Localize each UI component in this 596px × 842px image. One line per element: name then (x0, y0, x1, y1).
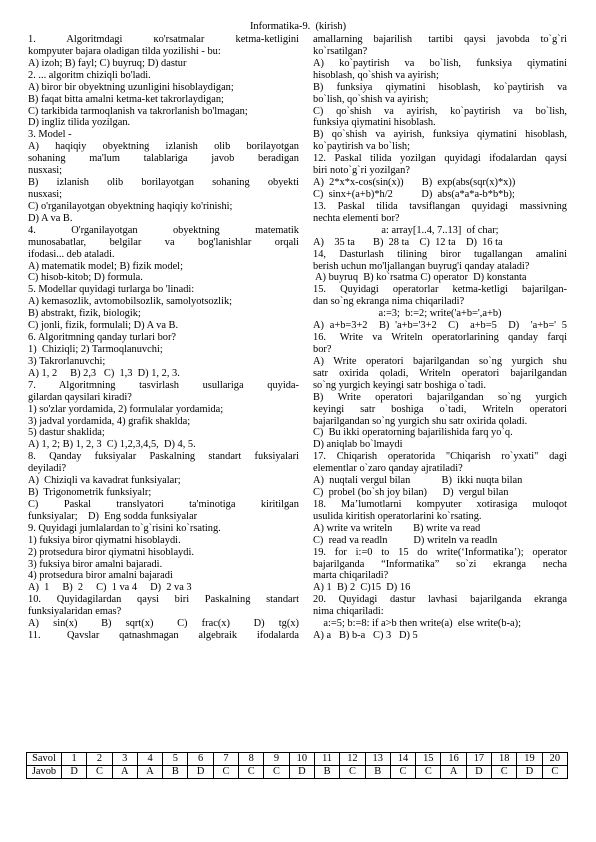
answer-cell: D (466, 766, 491, 779)
text-line: A) 1 B) 2 C)15 D) 16 (313, 582, 411, 594)
text-line: bo`lish, qo`shish va ayirish; (313, 93, 429, 105)
text-line: 7. Algoritmning tasvirlash usullariga quyida- (28, 379, 299, 391)
text-line: elementlar o`zaro qanday ajratiladi? (313, 463, 463, 475)
text-line: A) buyruq B) ko`rsatma C) operator D) konstanta (313, 272, 527, 284)
question-number-cell: 1 (62, 753, 87, 766)
text-line: 2) protsedura biror qiymatni hisoblaydi. (28, 546, 194, 558)
text-line: C) qo`shish va ayirish, ko`paytirish va bo`lish, (313, 105, 567, 117)
text-line: deyiladi? (28, 463, 67, 475)
text-line: a:=3; b:=2; write('a+b=',a+b) (378, 308, 502, 320)
row-label-javob: Javob (27, 766, 62, 779)
text-line: ifodasi... deb ataladi. (28, 248, 115, 260)
text-line: B) abstrakt, fizik, biologik; (28, 308, 141, 320)
text-line: A) 2*x*x-cos(sin(x)) B) exp(abs(sqr(x)*x)) (313, 177, 516, 189)
text-line: 11. Qavslar qatnashmagan algebraik ifodalarda (28, 630, 299, 642)
text-line: 14, Dasturlash tilining biror tugallangan amalini (313, 248, 567, 260)
question-number-cell: 14 (390, 753, 415, 766)
text-line: dan so`ng ekranga nima chiqariladi? (313, 296, 465, 308)
text-line: C) Bu ikki operatorning bajarilishida farq yo`q. (313, 427, 513, 439)
text-line: biri noto`g`ri yozilgan? (313, 165, 410, 177)
text-line: A) matematik model; B) fizik model; (28, 260, 183, 272)
text-line: 4. O'rganilayotgan obyektning matematik (28, 224, 299, 236)
text-line: a:=5; b:=8: if a>b then write(a) else write(b-a); (313, 618, 522, 630)
text-line: 1) fuksiya biror qiymatni hisoblaydi. (28, 534, 181, 546)
text-line: 6. Algoritmning qanday turlari bor? (28, 332, 177, 344)
text-line: 9. Quyidagi jumlalardan to`g`risini ko`rsating. (28, 522, 221, 534)
text-line: A) sin(x) B) sqrt(x) C) frac(x) D) tg(x) (28, 618, 299, 630)
question-number-cell: 19 (517, 753, 542, 766)
answer-cell: C (390, 766, 415, 779)
question-number-cell: 10 (289, 753, 314, 766)
text-line: keyingi satr boshiga o`tadi, Writeln operatori (313, 403, 567, 415)
text-line: A) izoh; B) fayl; C) buyruq; D) dastur (28, 57, 187, 69)
question-number-cell: 16 (441, 753, 466, 766)
text-line: ko`paytirish va bo`lish; (313, 141, 410, 153)
text-line: 10. Quyidagilardan qaysi biri Paskalning standart (28, 594, 299, 606)
question-number-cell: 6 (188, 753, 213, 766)
right-column (313, 34, 567, 642)
answer-cell: D (289, 766, 314, 779)
text-line: B) qo`shish va ayirish, funksiya qiymatini hisoblash, (313, 129, 567, 141)
answer-cell: D (188, 766, 213, 779)
text-line: funksiyalar; D) Eng sodda funksiyalar (28, 510, 198, 522)
question-number-cell: 20 (542, 753, 567, 766)
text-line: 3) fuksiya biror amalni bajaradi. (28, 558, 163, 570)
text-line: bajarilganda “Informatika” so`zi ekranga necha (313, 558, 567, 570)
text-line: 18. Ma’lumotlarni kompyuter xotirasiga muloqot (313, 498, 567, 510)
question-number-cell: 11 (314, 753, 339, 766)
text-line: 4) protsedura biror amalni bajaradi (28, 570, 173, 582)
answer-table (26, 752, 568, 779)
text-line: 13. Paskal tilida tavsiflangan quyidagi massivning (313, 200, 567, 212)
text-line: B) Trigonometrik funksiyalr; (28, 487, 152, 499)
text-line: A) 1 B) 2 C) 1 va 4 D) 2 va 3 (28, 582, 192, 594)
answer-cell: B (314, 766, 339, 779)
answer-cell: C (87, 766, 112, 779)
text-line: C) read va readln D) writeln va readln (313, 534, 498, 546)
text-line: A) haqiqiy obyektning izlanish olib borilayotgan (28, 141, 299, 153)
answer-cell: B (163, 766, 188, 779)
text-line: 16. Write va Writeln operatorlarining qanday farqi (313, 332, 567, 344)
text-line: A) 35 ta B) 28 ta C) 12 ta D) 16 ta (313, 236, 503, 248)
text-line: 12. Paskal tilida yozilgan quyidagi ifodalardan qaysi (313, 153, 567, 165)
text-line: 5. Modellar quyidagi turlarga bo 'linadi: (28, 284, 195, 296)
text-line: A) a B) b-a C) 3 D) 5 (313, 630, 418, 642)
text-line: funksiyalaridan emas? (28, 606, 122, 618)
text-line: C) probel (bo`sh joy bilan) D) vergul bilan (313, 487, 509, 499)
text-line: kompyuter bajara oladigan tilda yozilishi - bu: (28, 45, 221, 57)
row-label-savol: Savol (27, 753, 62, 766)
text-line: A) biror bir obyektning uzunligini hisoblaydigan; (28, 81, 234, 93)
left-column (28, 34, 299, 642)
text-line: C) jonli, fizik, formulali; D) A va B. (28, 320, 179, 332)
answer-cell: C (264, 766, 289, 779)
text-line: usulida kiritish operatorlarini ko`rsating. (313, 510, 482, 522)
answer-cell: B (365, 766, 390, 779)
text-line: C) tarkibida tarmoqlanish va takrorlanish bo'lmagan; (28, 105, 248, 117)
text-line: 3) jadval yordamida, 4) grafik shaklda; (28, 415, 191, 427)
text-line: munosabatlar, belgilar va bog'lanishlar orqali (28, 236, 299, 248)
text-line: C) sinx+(a+b)*h/2 D) abs(a*a*a-b*b*b); (313, 188, 515, 200)
text-line: nechta elementi bor? (313, 212, 400, 224)
text-line: A) write va writeln B) write va read (313, 522, 481, 534)
text-line: B) izlanish olib borilayotgan sohaning obyekti (28, 177, 299, 189)
answer-cell: C (492, 766, 517, 779)
question-number-cell: 4 (137, 753, 162, 766)
answer-cell: C (542, 766, 567, 779)
text-line: A) a+b=3+2 B) 'a+b='3+2 C) a+b=5 D) 'a+b=' 5 (313, 320, 567, 332)
text-line: berish uchun mo'ljallangan buyrug'i qanday ataladi? (313, 260, 530, 272)
question-number-row (27, 753, 568, 766)
text-line: B) funksiya qiymatini hisoblash, ko`paytirish va (313, 81, 567, 93)
text-line: nima chiqariladi: (313, 606, 384, 618)
text-line: 1) Chiziqli; 2) Tarmoqlanuvchi; (28, 343, 163, 355)
text-line: A) 1, 2 B) 2,3 C) 1,3 D) 1, 2, 3. (28, 367, 180, 379)
text-line: a: array[1..4, 7..13] of char; (381, 224, 499, 236)
text-line: 8. Qanday fuksiyalar Paskalning standart fuksiyalari (28, 451, 299, 463)
text-line: C) Paskal translyatori ta'minotiga kiritilgan (28, 498, 299, 510)
text-line: A) Write operatori bajarilgandan so`ng yurgich shu (313, 355, 567, 367)
text-line: D) aniqlab bo`lmaydi (313, 439, 403, 451)
answer-cell: A (441, 766, 466, 779)
text-line: nusxasi; (28, 188, 63, 200)
answer-cell: D (62, 766, 87, 779)
answer-cell: C (416, 766, 441, 779)
text-line: C) o'rganilayotgan obyektning haqiqiy ko'rinishi; (28, 200, 233, 212)
question-number-cell: 15 (416, 753, 441, 766)
text-line: 3. Model - (28, 129, 72, 141)
answer-cell: C (213, 766, 238, 779)
question-number-cell: 12 (340, 753, 365, 766)
text-line: so`ng yurgich keyingi satr boshiga o`tadi. (313, 379, 486, 391)
answer-cell: A (137, 766, 162, 779)
text-line: 20. Quyidagi dastur lavhasi bajarilganda ekranga (313, 594, 567, 606)
text-line: amallarning bajarilish tartibi qaysi javobda to`g`ri (313, 34, 567, 45)
text-line: A) nuqtali vergul bilan B) ikki nuqta bilan (313, 475, 523, 487)
text-line: satr oxirida qoladi, Writeln operatori bajarilgandan (313, 367, 567, 379)
text-line: marta chiqariladi? (313, 570, 389, 582)
text-line: 1) so'zlar yordamida, 2) formulalar yordamida; (28, 403, 224, 415)
question-number-cell: 7 (213, 753, 238, 766)
answer-cell: A (112, 766, 137, 779)
answer-row (27, 766, 568, 779)
text-line: 17. Chiqarish operatorida "Chiqarish ro`yxati" dagi (313, 451, 567, 463)
text-line: 3) Takrorlanuvchi; (28, 355, 106, 367)
text-line: bajarilgandan so`ng yurgich shu satr oxirida qoladi. (313, 415, 528, 427)
text-line: A) ko`paytirish va bo`lish, funksiya qiymatini (313, 57, 567, 69)
page-title: Informatika-9. (kirish) (249, 21, 347, 32)
text-line: 5) dastur shaklida; (28, 427, 105, 439)
question-number-cell: 8 (239, 753, 264, 766)
answer-cell: C (239, 766, 264, 779)
text-line: funksiya qiymatini hisoblash. (313, 117, 436, 129)
text-line: D) ingliz tilida yozilgan. (28, 117, 131, 129)
text-line: B) faqat bitta amalni ketma-ket takrorlaydigan; (28, 93, 224, 105)
text-line: A) Chiziqli va kavadrat funksiyalar; (28, 475, 181, 487)
text-line: sohaning ma'lum talablariga javob beradigan (28, 153, 299, 165)
text-line: ko`rsatilgan? (313, 45, 368, 57)
text-line: C) hisob-kitob; D) formula. (28, 272, 143, 284)
question-number-cell: 13 (365, 753, 390, 766)
answer-cell: C (340, 766, 365, 779)
text-line: 15. Quyidagi operatorlar ketma-ketligi bajarilgan- (313, 284, 567, 296)
question-number-cell: 18 (492, 753, 517, 766)
question-number-cell: 17 (466, 753, 491, 766)
answer-cell: D (517, 766, 542, 779)
text-line: nusxasi; (28, 165, 63, 177)
question-number-cell: 9 (264, 753, 289, 766)
text-line: 2. ... algoritm chiziqli bo'ladi. (28, 69, 151, 81)
question-number-cell: 2 (87, 753, 112, 766)
text-line: A) 1, 2; B) 1, 2, 3 C) 1,2,3,4,5, D) 4, 5. (28, 439, 196, 451)
text-line: D) A va B. (28, 212, 73, 224)
question-number-cell: 3 (112, 753, 137, 766)
text-line: 19. for i:=0 to 15 do write(‘Informatika’); operator (313, 546, 567, 558)
question-number-cell: 5 (163, 753, 188, 766)
text-line: bor? (313, 343, 332, 355)
text-line: 1. Algoritmdagi кo'rsatmalar ketma-ketligini (28, 34, 299, 45)
text-line: A) kemasozlik, avtomobilsozlik, samolyotsozlik; (28, 296, 233, 308)
text-line: hisoblash, qo`shish va ayirish; (313, 69, 439, 81)
text-line: B) Write operatori bajarilgandan so`ng yurgich (313, 391, 567, 403)
text-line: gilardan qaysilari kiradi? (28, 391, 132, 403)
